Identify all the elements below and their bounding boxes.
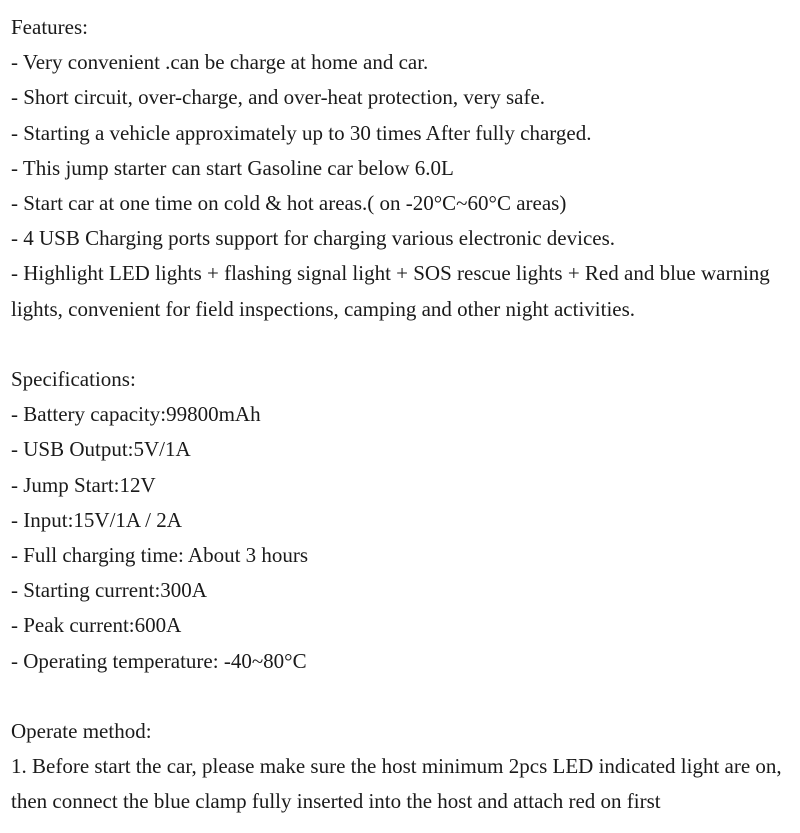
product-description <box>11 10 791 820</box>
features-heading: Features: <box>11 15 88 39</box>
operate-step: 1. Before start the car, please make sure the host minimum 2pcs LED indicated light are on, then connect the blue clamp fully inserted into the host and attach red on first <box>11 754 782 814</box>
operate-method-heading: Operate method: <box>11 719 152 744</box>
feature-item: - Start car at one time on cold & hot areas.( on -20°C~60°C areas) <box>11 191 567 216</box>
spec-item: - Operating temperature: -40~80°C <box>11 648 307 673</box>
spec-item: - Jump Start:12V <box>11 472 156 497</box>
spec-item: - Battery capacity:99800mAh <box>11 402 261 427</box>
feature-item: - Short circuit, over-charge, and over-heat protection, very safe. <box>11 85 546 110</box>
feature-item: - Very convenient .can be charge at home and car. <box>11 50 429 75</box>
spec-item: - Input:15V/1A / 2A <box>11 507 182 532</box>
specifications-heading: Specifications: <box>11 367 136 392</box>
feature-item: - Starting a vehicle approximately up to 30 times After fully charged. <box>11 120 592 145</box>
feature-item: - This jump starter can start Gasoline car below 6.0L <box>11 155 454 180</box>
spec-item: - Peak current:600A <box>11 613 182 638</box>
section-spacer <box>11 679 791 714</box>
spec-item: - Starting current:300A <box>11 578 207 603</box>
spec-item: - Full charging time: About 3 hours <box>11 543 309 568</box>
feature-item: - 4 USB Charging ports support for charging various electronic devices. <box>11 226 616 251</box>
spec-item: - USB Output:5V/1A <box>11 437 191 462</box>
section-spacer <box>11 327 791 362</box>
feature-item: - Highlight LED lights + flashing signal light + SOS rescue lights + Red and blue warning lights, convenient for field inspections, camping and other night activities. <box>11 261 770 321</box>
